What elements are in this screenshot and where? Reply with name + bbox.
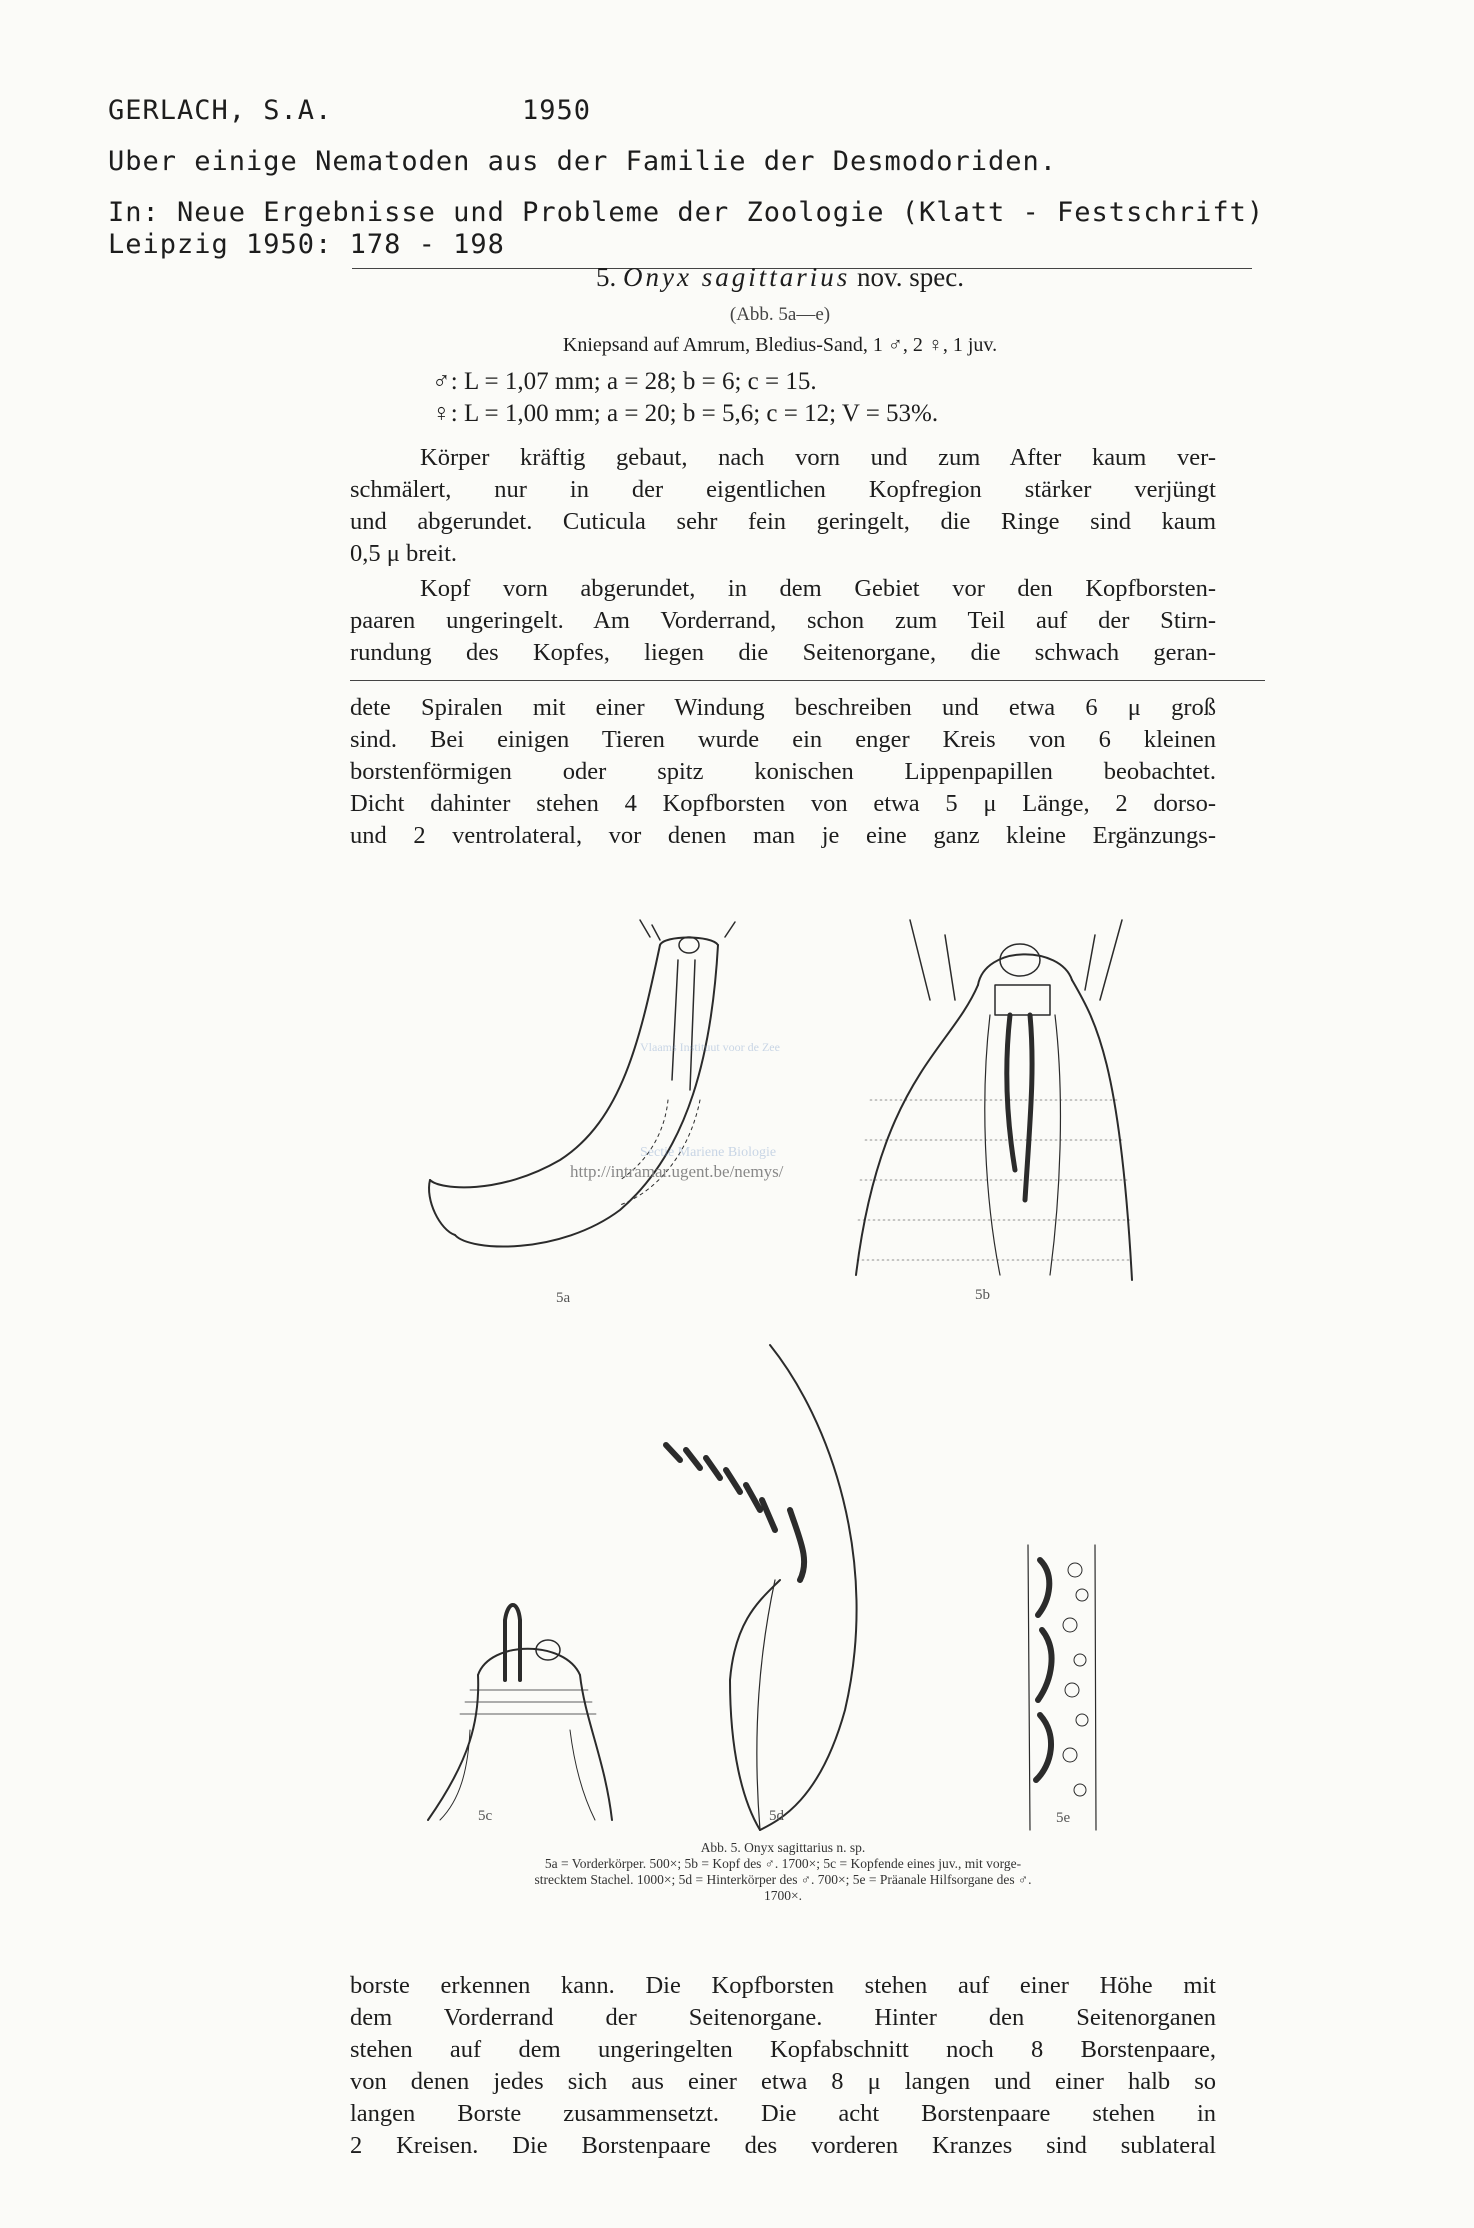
text-line: stehen auf dem ungeringelten Kopfabschnitt noch 8 Borstenpaare, xyxy=(350,2036,1216,2063)
text-line: Kopf vorn abgerundet, in dem Gebiet vor den Kopfborsten- xyxy=(420,575,1216,602)
text-line: langen Borste zusammensetzt. Die acht Borstenpaare stehen in xyxy=(350,2100,1216,2127)
figure-label-5b: 5b xyxy=(975,1287,990,1303)
citation-source: In: Neue Ergebnisse und Probleme der Zoologie (Klatt - Festschrift) xyxy=(108,197,1265,228)
paragraph-head-setae xyxy=(350,1970,1216,2162)
male-measurements: ♂: L = 1,07 mm; a = 28; b = 6; c = 15. xyxy=(432,368,817,395)
text-line: 2 Kreisen. Die Borstenpaare des vorderen Kranzes sind sublateral xyxy=(350,2132,1216,2159)
citation-author: GERLACH, S.A. xyxy=(108,95,333,126)
text-line: schmälert, nur in der eigentlichen Kopfregion stärker verjüngt xyxy=(350,476,1216,503)
figure-label-5a: 5a xyxy=(556,1290,571,1306)
text-line: sind. Bei einigen Tieren wurde ein enger Kreis von 6 kleinen xyxy=(350,726,1216,753)
text-line: paaren ungeringelt. Am Vorderrand, schon zum Teil auf der Stirn- xyxy=(350,607,1216,634)
text-line: und abgerundet. Cuticula sehr fein geringelt, die Ringe sind kaum xyxy=(350,508,1216,535)
citation-year: 1950 xyxy=(522,95,592,126)
text-line: dete Spiralen mit einer Windung beschreiben und etwa 6 μ groß xyxy=(350,694,1216,721)
species-name: Onyx sagittarius xyxy=(623,262,851,292)
caption-title: Abb. 5. Onyx sagittarius n. sp. xyxy=(700,1840,866,1855)
text-line: rundung des Kopfes, liegen die Seitenorgane, die schwach geran- xyxy=(350,639,1216,666)
figure-label-5d: 5d xyxy=(769,1808,784,1824)
figure-5c-drawing xyxy=(428,1605,612,1820)
figure-5e-drawing xyxy=(1028,1545,1096,1830)
female-measurements: ♀: L = 1,00 mm; a = 20; b = 5,6; c = 12; V = 53%. xyxy=(432,400,939,427)
figure-5d-drawing xyxy=(666,1345,857,1830)
text-line: von denen jedes sich aus einer etwa 8 μ langen und einer halb so xyxy=(350,2068,1216,2095)
species-suffix: nov. spec. xyxy=(857,262,964,292)
citation-title: Uber einige Nematoden aus der Familie der Desmodoriden. xyxy=(108,146,1058,177)
caption-line: 5a = Vorderkörper. 500×; 5b = Kopf des ♂. 1700×; 5c = Kopfende eines juv., mit vorge- xyxy=(544,1856,1022,1871)
caption-line: strecktem Stachel. 1000×; 5d = Hinterkörper des ♂. 700×; 5e = Präanale Hilfsorgane des ♂. xyxy=(534,1872,1032,1887)
text-line: borste erkennen kann. Die Kopfborsten stehen auf einer Höhe mit xyxy=(350,1972,1216,1999)
watermark-line1: Vlaams Instituut voor de Zee xyxy=(640,1040,780,1054)
watermark-url: http://intramar.ugent.be/nemys/ xyxy=(570,1162,784,1181)
text-line: 0,5 μ breit. xyxy=(350,540,458,567)
figure-label-5c: 5c xyxy=(478,1808,493,1824)
watermark-logo xyxy=(640,1040,840,1170)
watermark-line2: Sectie Mariene Biologie xyxy=(640,1145,777,1160)
citation-pages: Leipzig 1950: 178 - 198 xyxy=(108,229,505,260)
caption-line: 1700×. xyxy=(764,1888,802,1903)
species-number: 5. xyxy=(596,262,617,292)
text-line: und 2 ventrolateral, vor denen man je eine ganz kleine Ergänzungs- xyxy=(350,822,1216,849)
text-line: Körper kräftig gebaut, nach vorn und zum After kaum ver- xyxy=(420,444,1216,471)
locality: Kniepsand auf Amrum, Bledius-Sand, 1 ♂, 2 ♀, 1 juv. xyxy=(562,334,998,356)
figure-label-5e: 5e xyxy=(1056,1810,1071,1826)
figure-reference: (Abb. 5a—e) xyxy=(729,304,831,325)
figure-5b-drawing xyxy=(856,920,1132,1280)
figure-caption xyxy=(350,1840,1216,1904)
text-line: borstenförmigen oder spitz konischen Lippenpapillen beobachtet. xyxy=(350,758,1216,785)
text-line: dem Vorderrand der Seitenorgane. Hinter den Seitenorganen xyxy=(350,2004,1216,2031)
text-line: Dicht dahinter stehen 4 Kopfborsten von etwa 5 μ Länge, 2 dorso- xyxy=(350,790,1216,817)
